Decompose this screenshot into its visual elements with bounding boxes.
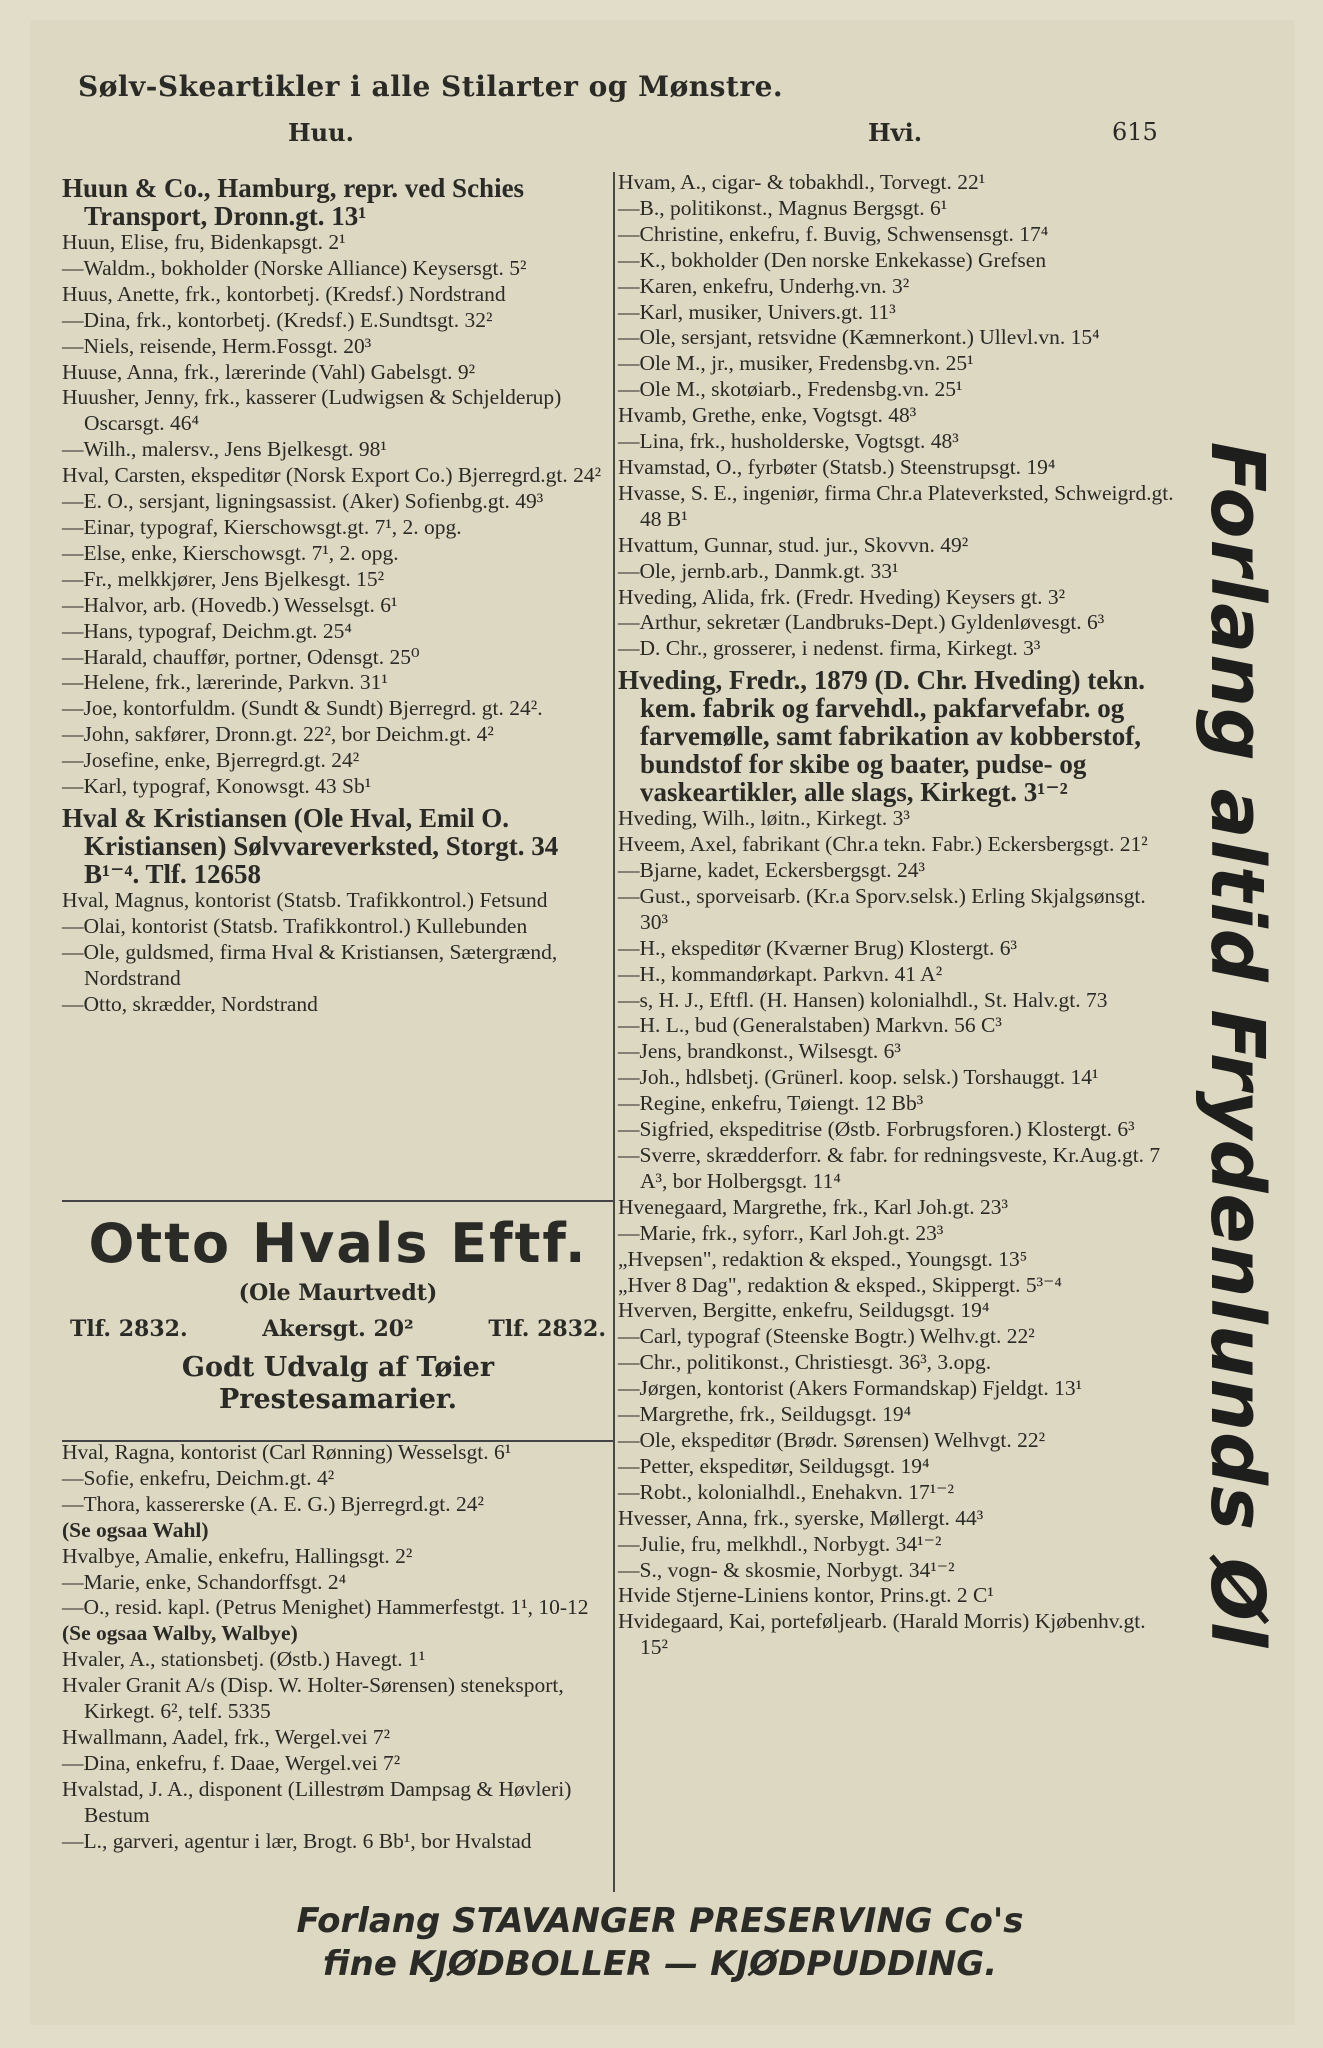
- directory-entry: Huun, Elise, fru, Bidenkapsgt. 2¹: [62, 230, 346, 254]
- directory-entry: Hveding, Alida, frk. (Fredr. Hveding) Keysers gt. 3²: [618, 584, 1066, 609]
- directory-entry: Huusher, Jenny, frk., kasserer (Ludwigsen & Schjelderup) Oscarsgt. 46⁴: [62, 385, 562, 436]
- directory-entry: —Wilh., malersv., Jens Bjelkesgt. 98¹: [62, 437, 387, 462]
- ad-title: Otto Hvals Eftf.: [88, 1212, 588, 1275]
- directory-entry: —Ole, jernb.arb., Danmk.gt. 33¹: [618, 558, 899, 583]
- directory-entry: —Julie, fru, melkhdl., Norbygt. 34¹⁻²: [618, 1531, 942, 1556]
- directory-entry: Hvamb, Grethe, enke, Vogtsgt. 48³: [618, 403, 917, 428]
- directory-entry: —Sverre, skrædderforr. & fabr. for redningsveste, Kr.Aug.gt. 7 A³, bor Holbergsgt. 11⁴: [618, 1143, 1161, 1193]
- directory-entry: —Carl, typograf (Steenske Bogtr.) Welhv.gt. 22²: [618, 1324, 1035, 1349]
- directory-entry: —Robt., kolonialhdl., Enehakvn. 17¹⁻²: [618, 1479, 954, 1504]
- directory-entry: —Halvor, arb. (Hovedb.) Wesselsgt. 6¹: [62, 592, 398, 617]
- directory-entry: Hval, Magnus, kontorist (Statsb. Trafikkontrol.) Fetsund: [62, 887, 548, 912]
- vertical-ad: [1178, 441, 1296, 1649]
- directory-entry: —Chr., politikonst., Christiesgt. 36³, 3.opg.: [618, 1350, 992, 1375]
- directory-entry: Hvalstad, J. A., disponent (Lillestrøm Dampsag & Høvleri) Bestum: [62, 1776, 572, 1827]
- directory-entry: Hval & Kristiansen (Ole Hval, Emil O. Kristiansen) Sølvvareverksted, Storgt. 34 B¹⁻⁴. Tlf. 12658: [62, 802, 559, 889]
- header-left: Huu.: [288, 118, 354, 147]
- right-column: [618, 170, 1176, 1661]
- directory-entry: —John, sakfører, Dronn.gt. 22², bor Deichm.gt. 4²: [62, 722, 494, 747]
- directory-entry: —Petter, ekspeditør, Seildugsgt. 19⁴: [618, 1453, 930, 1478]
- directory-entry: (Se ogsaa Walby, Walbye): [62, 1621, 298, 1646]
- directory-entry: —Marie, enke, Schandorffsgt. 2⁴: [62, 1569, 347, 1594]
- directory-entry: Hvattum, Gunnar, stud. jur., Skovvn. 49²: [618, 532, 969, 557]
- ad-tlf-right: Tlf. 2832.: [488, 1316, 606, 1342]
- directory-entry: —Olai, kontorist (Statsb. Trafikkontrol.) Kullebunden: [62, 913, 528, 938]
- directory-entry: —Waldm., bokholder (Norske Alliance) Keysersgt. 5²: [62, 255, 527, 280]
- directory-entry: Hval, Ragna, kontorist (Carl Rønning) Wesselsgt. 6¹: [62, 1440, 512, 1464]
- directory-entry: Hvaler, A., stationsbetj. (Østb.) Havegt. 1¹: [62, 1647, 426, 1672]
- directory-entry: —Ole M., skotøiarb., Fredensbg.vn. 25¹: [618, 377, 963, 402]
- left-column-bottom: [62, 1440, 610, 1855]
- directory-entry: —H. L., bud (Generalstaben) Markvn. 56 C³: [618, 1013, 1002, 1038]
- directory-entry: —Sofie, enkefru, Deichm.gt. 4²: [62, 1465, 335, 1490]
- directory-entry: „Hvepsen", redaktion & eksped., Youngsgt. 13⁵: [618, 1246, 1028, 1271]
- directory-entry: Hvasse, S. E., ingeniør, firma Chr.a Plateverksted, Schweigrd.gt. 48 B¹: [618, 480, 1174, 531]
- directory-entry: —Joh., hdlsbetj. (Grünerl. koop. selsk.) Torshauggt. 14¹: [618, 1065, 1099, 1090]
- directory-entry: Hvaler Granit A/s (Disp. W. Holter-Sørensen) steneksport, Kirkegt. 6², telf. 5335: [62, 1673, 564, 1724]
- directory-entry: Hveding, Fredr., 1879 (D. Chr. Hveding) tekn. kem. fabrik og farvehdl., pakfarvefabr. og farvemølle, samt fabrikation av kobberstof, bundstof for skibe og baater, pudse- og vaskeartikler, alle slags, Kirkegt. 3¹⁻²: [618, 665, 1146, 808]
- directory-entry: Hvam, A., cigar- & tobakhdl., Torvegt. 22¹: [618, 170, 986, 194]
- directory-entry: —Niels, reisende, Herm.Fossgt. 20³: [62, 333, 372, 358]
- directory-entry: —Else, enke, Kierschowsgt. 7¹, 2. opg.: [62, 540, 399, 565]
- directory-entry: —Jens, brandkonst., Wilsesgt. 6³: [618, 1039, 901, 1064]
- bottom-ad-line-2: fine KJØDBOLLER — KJØDPUDDING.: [322, 1944, 998, 1984]
- directory-entry: —Dina, frk., kontorbetj. (Kredsf.) E.Sundtsgt. 32²: [62, 307, 493, 332]
- directory-entry: —H., ekspeditør (Kværner Brug) Klostergt. 6³: [618, 935, 1017, 960]
- ad-line-2: Prestesamarier.: [218, 1384, 458, 1415]
- directory-entry: Hwallmann, Aadel, frk., Wergel.vei 7²: [62, 1724, 391, 1749]
- directory-entry: —Joe, kontorfuldm. (Sundt & Sundt) Bjerregrd. gt. 24².: [62, 696, 543, 721]
- directory-entry: —Thora, kassererske (A. E. G.) Bjerregrd.gt. 24²: [62, 1491, 484, 1516]
- directory-entry: Huuse, Anna, frk., lærerinde (Vahl) Gabelsgt. 9²: [62, 359, 476, 384]
- directory-entry: Hveding, Wilh., løitn., Kirkegt. 3³: [618, 806, 910, 831]
- ad-address: Akersgt. 20²: [262, 1316, 414, 1342]
- directory-entry: —Otto, skrædder, Nordstrand: [62, 991, 318, 1016]
- directory-entry: —Josefine, enke, Bjerregrd.gt. 24²: [62, 748, 360, 773]
- directory-entry: —Jørgen, kontorist (Akers Formandskap) Fjeldgt. 13¹: [618, 1376, 1083, 1401]
- directory-entry: —Ole, guldsmed, firma Hval & Kristiansen, Sætergrænd, Nordstrand: [62, 939, 558, 990]
- directory-entry: —Karen, enkefru, Underhg.vn. 3²: [618, 273, 910, 298]
- directory-entry: —Hans, typograf, Deichm.gt. 25⁴: [62, 618, 352, 643]
- ad-subtitle: (Ole Maurtvedt): [238, 1280, 438, 1306]
- directory-entry: —Harald, chauffør, portner, Odensgt. 25⁰: [62, 644, 420, 669]
- directory-entry: —Ole, sersjant, retsvidne (Kæmnerkont.) Ullevl.vn. 15⁴: [618, 325, 1100, 350]
- directory-entry: Hvesser, Anna, frk., syerske, Møllergt. 44³: [618, 1505, 984, 1530]
- ad-tlf-left: Tlf. 2832.: [70, 1316, 188, 1342]
- column-divider: [613, 172, 615, 1892]
- header-right: Hvi.: [868, 118, 923, 147]
- directory-entry: (Se ogsaa Wahl): [62, 1517, 209, 1542]
- directory-entry: Hvide Stjerne-Liniens kontor, Prins.gt. 2 C¹: [618, 1583, 994, 1608]
- directory-entry: Hvenegaard, Margrethe, frk., Karl Joh.gt. 23³: [618, 1194, 1008, 1219]
- directory-entry: —s, H. J., Eftfl. (H. Hansen) kolonialhdl., St. Halv.gt. 73: [618, 987, 1108, 1012]
- directory-entry: —S., vogn- & skosmie, Norbygt. 34¹⁻²: [618, 1557, 955, 1582]
- directory-entry: —Lina, frk., husholderske, Vogtsgt. 48³: [618, 429, 959, 454]
- directory-entry: —Arthur, sekretær (Landbruks-Dept.) Gyldenløvesgt. 6³: [618, 610, 1105, 635]
- directory-entry: —Helene, frk., lærerinde, Parkvn. 31¹: [62, 670, 388, 695]
- directory-entry: Hvidegaard, Kai, porteføljearb. (Harald Morris) Kjøbenhv.gt. 15²: [618, 1609, 1146, 1660]
- directory-entry: —K., bokholder (Den norske Enkekasse) Grefsen: [618, 247, 1047, 272]
- bottom-ad-line-1: Forlang STAVANGER PRESERVING Co's: [296, 1901, 1024, 1941]
- directory-entry: —Karl, typograf, Konowsgt. 43 Sb¹: [62, 774, 372, 799]
- directory-entry: —Marie, frk., syforr., Karl Joh.gt. 23³: [618, 1220, 944, 1245]
- directory-entry: —Christine, enkefru, f. Buvig, Schwensensgt. 17⁴: [618, 221, 1049, 246]
- directory-entry: —Bjarne, kadet, Eckersbergsgt. 24³: [618, 858, 925, 883]
- directory-entry: —O., resid. kapl. (Petrus Menighet) Hammerfestgt. 1¹, 10-12: [62, 1595, 589, 1620]
- directory-entry: —Einar, typograf, Kierschowsgt.gt. 7¹, 2. opg.: [62, 514, 462, 539]
- directory-entry: —H., kommandørkapt. Parkvn. 41 A²: [618, 961, 943, 986]
- directory-entry: Huun & Co., Hamburg, repr. ved Schies Transport, Dronn.gt. 13¹: [62, 173, 525, 231]
- directory-entry: —Karl, musiker, Univers.gt. 11³: [618, 299, 896, 324]
- directory-entry: Hverven, Bergitte, enkefru, Seildugsgt. 19⁴: [618, 1298, 990, 1323]
- directory-entry: Hvamstad, O., fyrbøter (Statsb.) Steenstrupsgt. 19⁴: [618, 454, 1056, 479]
- directory-entry: Hval, Carsten, ekspeditør (Norsk Export Co.) Bjerregrd.gt. 24²: [62, 463, 602, 488]
- directory-entry: Hvalbye, Amalie, enkefru, Hallingsgt. 2²: [62, 1543, 413, 1568]
- left-column-top: [62, 170, 610, 1017]
- directory-entry: —Regine, enkefru, Tøiengt. 12 Bb³: [618, 1091, 924, 1116]
- bottom-ad: [250, 1900, 1070, 1986]
- directory-entry: —Dina, enkefru, f. Daae, Wergel.vei 7²: [62, 1750, 401, 1775]
- directory-entry: Huus, Anette, frk., kontorbetj. (Kredsf.) Nordstrand: [62, 281, 506, 306]
- directory-entry: —Ole, ekspeditør (Brødr. Sørensen) Welhvgt. 22²: [618, 1427, 1046, 1452]
- top-banner: Sølv-Skeartikler i alle Stilarter og Mønstre.: [78, 70, 784, 103]
- ad-line-1: Godt Udvalg af Tøier: [181, 1352, 495, 1383]
- directory-entry: —L., garveri, agentur i lær, Brogt. 6 Bb¹, bor Hvalstad: [62, 1828, 532, 1853]
- directory-entry: —B., politikonst., Magnus Bergsgt. 6¹: [618, 195, 948, 220]
- directory-entry: „Hver 8 Dag", redaktion & eksped., Skippergt. 5³⁻⁴: [618, 1272, 1062, 1297]
- directory-entry: —Sigfried, ekspeditrise (Østb. Forbrugsforen.) Klostergt. 6³: [618, 1117, 1135, 1142]
- page-number: 615: [1112, 118, 1158, 146]
- directory-entry: Hveem, Axel, fabrikant (Chr.a tekn. Fabr.) Eckersbergsgt. 21²: [618, 832, 1148, 857]
- directory-entry: —E. O., sersjant, ligningsassist. (Aker) Sofienbg.gt. 49³: [62, 489, 544, 514]
- otto-hvals-ad: [62, 1200, 614, 1442]
- vertical-ad-text: Forlang altid Frydenlunds Øl: [1194, 441, 1280, 1649]
- ad-contact-row: [62, 1316, 614, 1342]
- directory-entry: —Ole M., jr., musiker, Fredensbg.vn. 25¹: [618, 351, 974, 376]
- directory-entry: —Fr., melkkjører, Jens Bjelkesgt. 15²: [62, 566, 385, 591]
- directory-entry: —Gust., sporveisarb. (Kr.a Sporv.selsk.) Erling Skjalgsønsgt. 30³: [618, 883, 1146, 934]
- directory-entry: —D. Chr., grosserer, i nedenst. firma, Kirkegt. 3³: [618, 636, 1041, 661]
- directory-entry: —Margrethe, frk., Seildugsgt. 19⁴: [618, 1402, 912, 1427]
